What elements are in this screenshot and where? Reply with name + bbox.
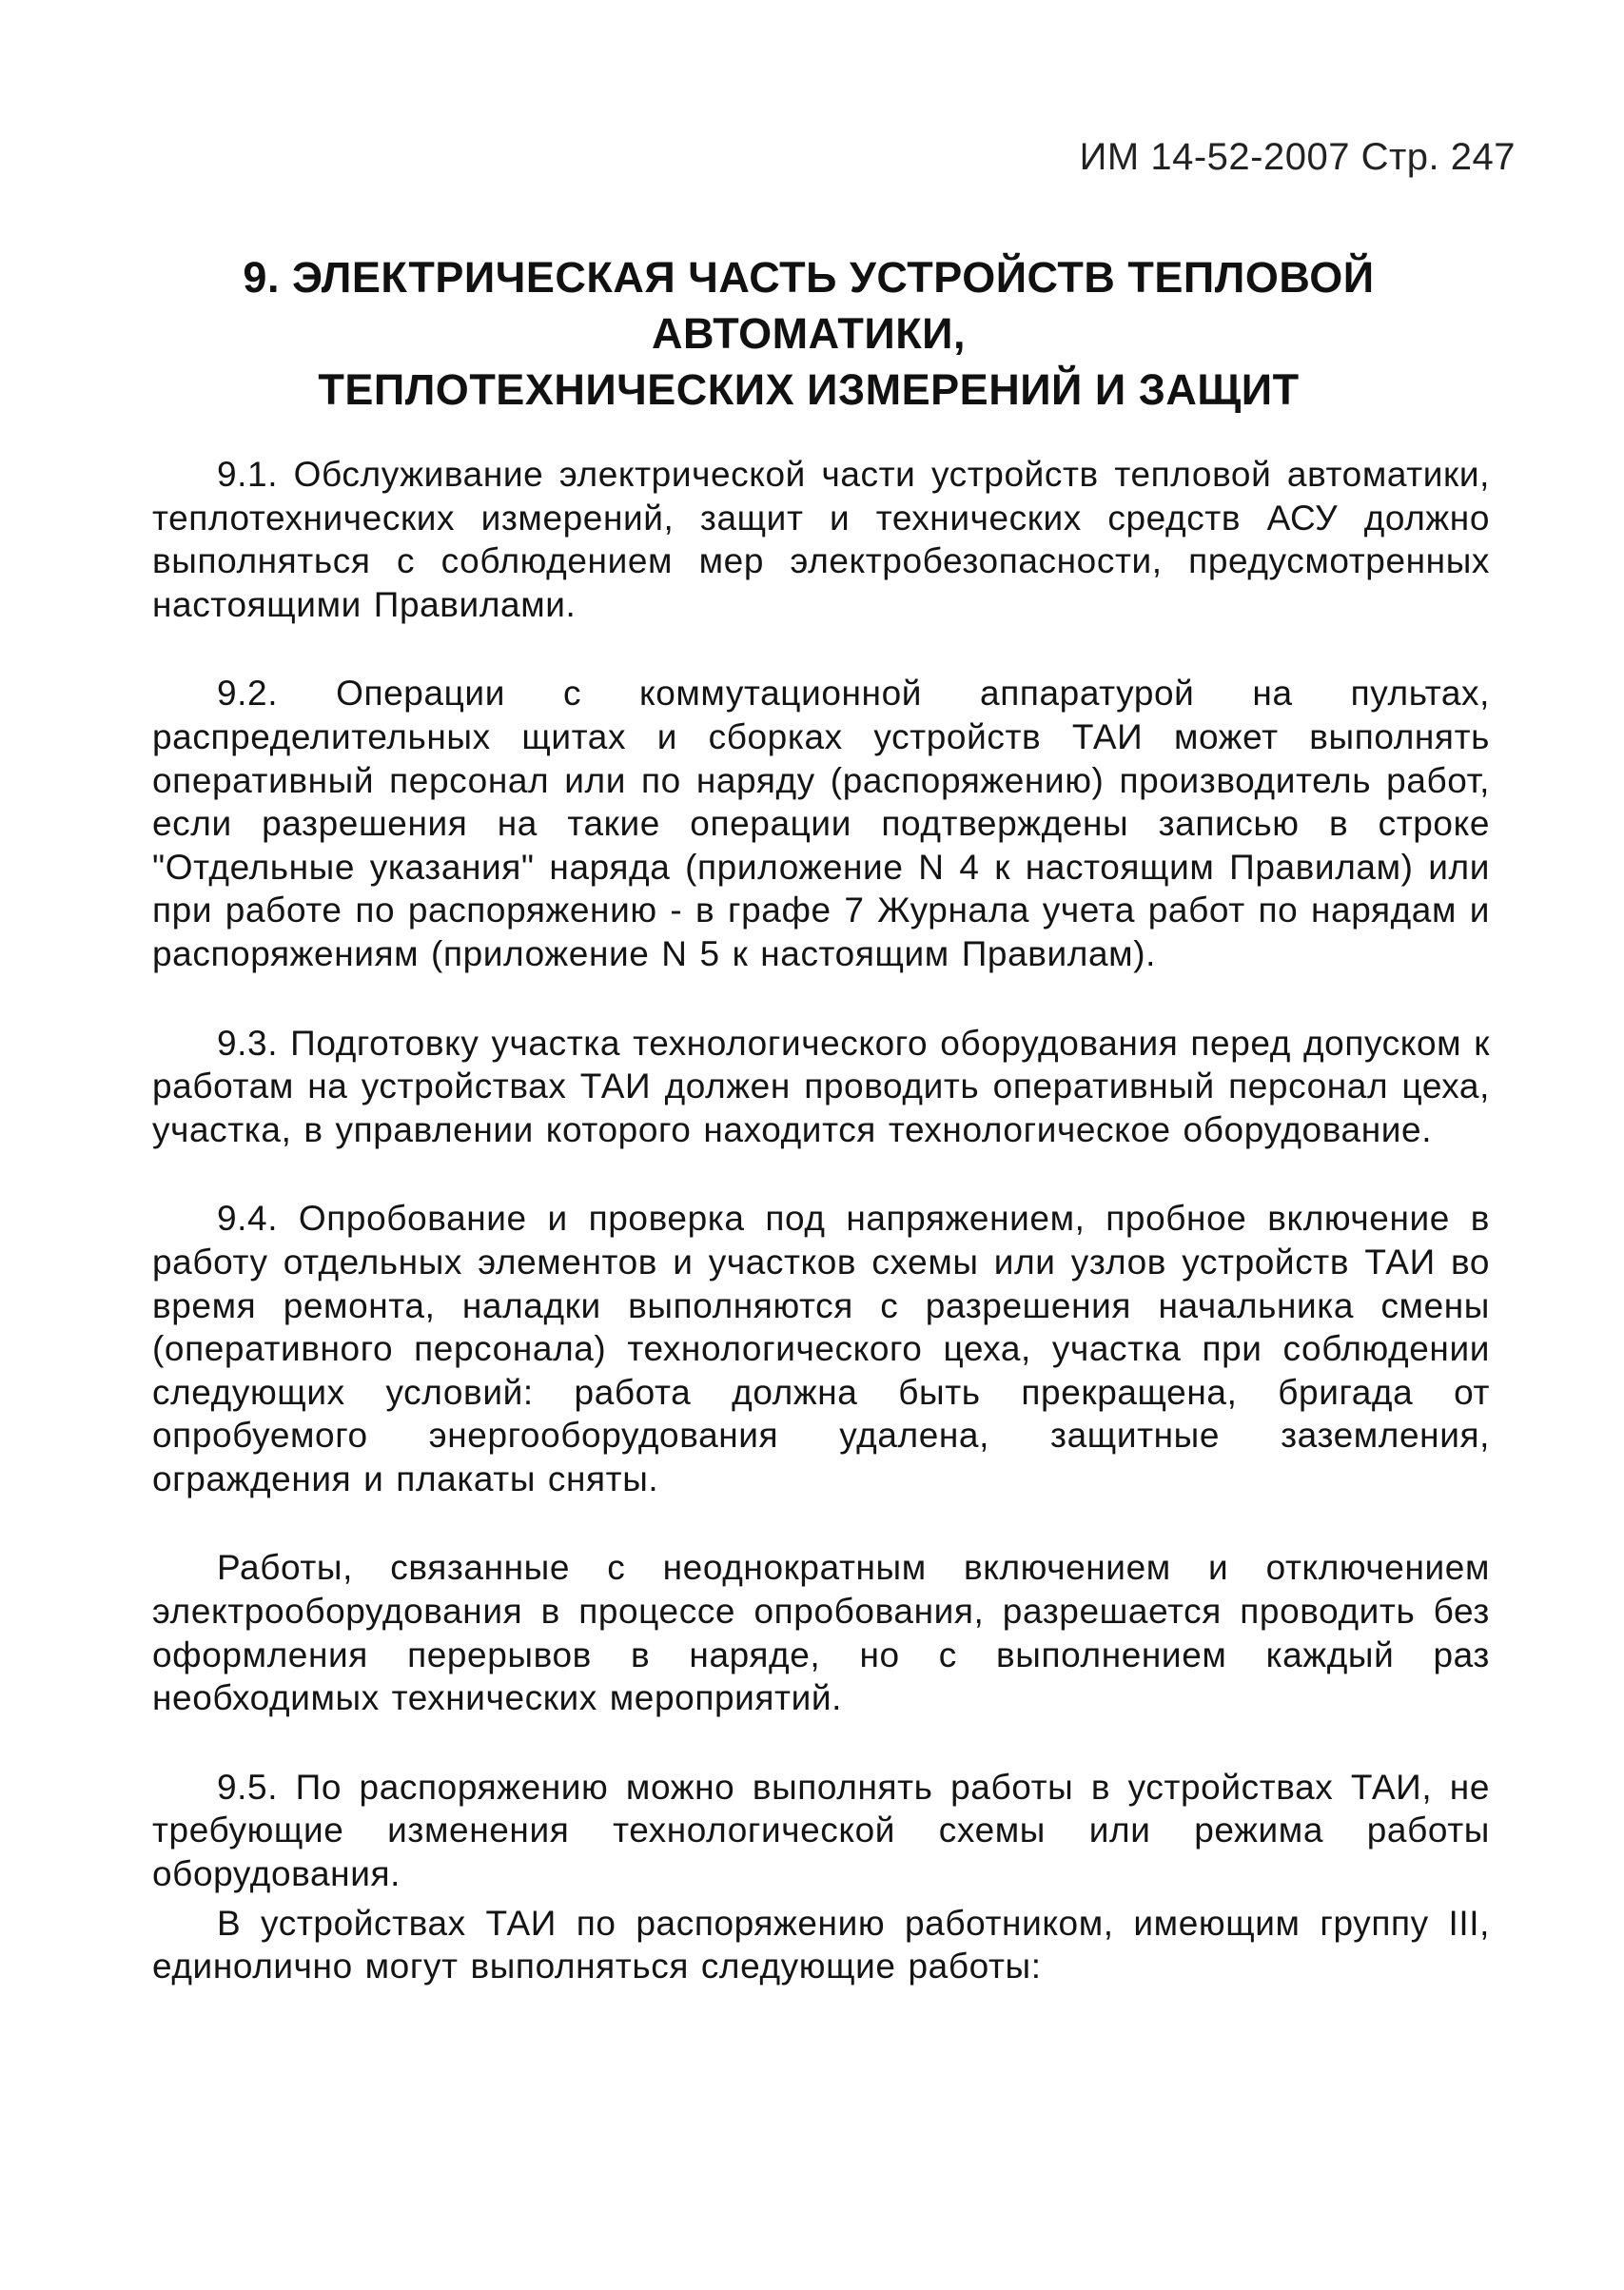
paragraph-9-5: 9.5. По распоряжению можно выполнять работы в устройствах ТАИ, не требующие изменения технологической схемы или режима работы оборудования. xyxy=(152,1767,1490,1894)
section-title xyxy=(190,249,1427,418)
section-title-line-1: 9. ЭЛЕКТРИЧЕСКАЯ ЧАСТЬ УСТРОЙСТВ ТЕПЛОВОЙ xyxy=(243,253,1375,302)
paragraph-9-3: 9.3. Подготовку участка технологического оборудования перед допуском к работам на устройствах ТАИ должен проводить оперативный персонал цеха, участка, в управлении которого находится технологическое оборудование. xyxy=(152,1023,1490,1149)
section-title-line-3: ТЕПЛОТЕХНИЧЕСКИХ ИЗМЕРЕНИЙ И ЗАЩИТ xyxy=(318,365,1300,414)
section-title-line-2: АВТОМАТИКИ, xyxy=(651,309,967,358)
paragraph-9-1: 9.1. Обслуживание электрической части устройств тепловой автоматики, теплотехнических измерений, защит и технических средств АСУ должно выполняться с соблюдением мер электробезопасности, предусмотренных настоящими Правилами. xyxy=(152,455,1490,624)
paragraph-9-4: 9.4. Опробование и проверка под напряжением, пробное включение в работу отдельных элементов и участков схемы или узлов устройств ТАИ во время ремонта, наладки выполняются с разрешения начальника смены (оперативного персонала) технологического цеха, участка при соблюдении следующих условий: работа должна быть прекращена, бригада от опробуемого энергооборудования удалена, защитные заземления, ограждения и плакаты сняты. xyxy=(152,1199,1490,1498)
document-body xyxy=(152,453,1490,1988)
paragraph-9-5-continuation: В устройствах ТАИ по распоряжению работником, имеющим группу III, единолично могут выполняться следующие работы: xyxy=(152,1903,1490,1987)
page-header-reference: ИМ 14-52-2007 Стр. 247 xyxy=(1079,136,1516,178)
paragraph-9-4-continuation: Работы, связанные с неоднократным включением и отключением электрооборудования в процессе опробования, разрешается проводить без оформления перерывов в наряде, но с выполнением каждый раз необходимых технических мероприятий. xyxy=(152,1548,1490,1718)
paragraph-9-2: 9.2. Операции с коммутационной аппаратурой на пультах, распределительных щитах и сборках устройств ТАИ может выполнять оперативный персонал или по наряду (распоряжению) производитель работ, если разрешения на такие операции подтверждены записью в строке "Отдельные указания" наряда (приложение N 4 к настоящим Правилам) или при работе по распоряжению - в графе 7 Журнала учета работ по нарядам и распоряжениям (приложение N 5 к настоящим Правилам). xyxy=(152,674,1490,973)
